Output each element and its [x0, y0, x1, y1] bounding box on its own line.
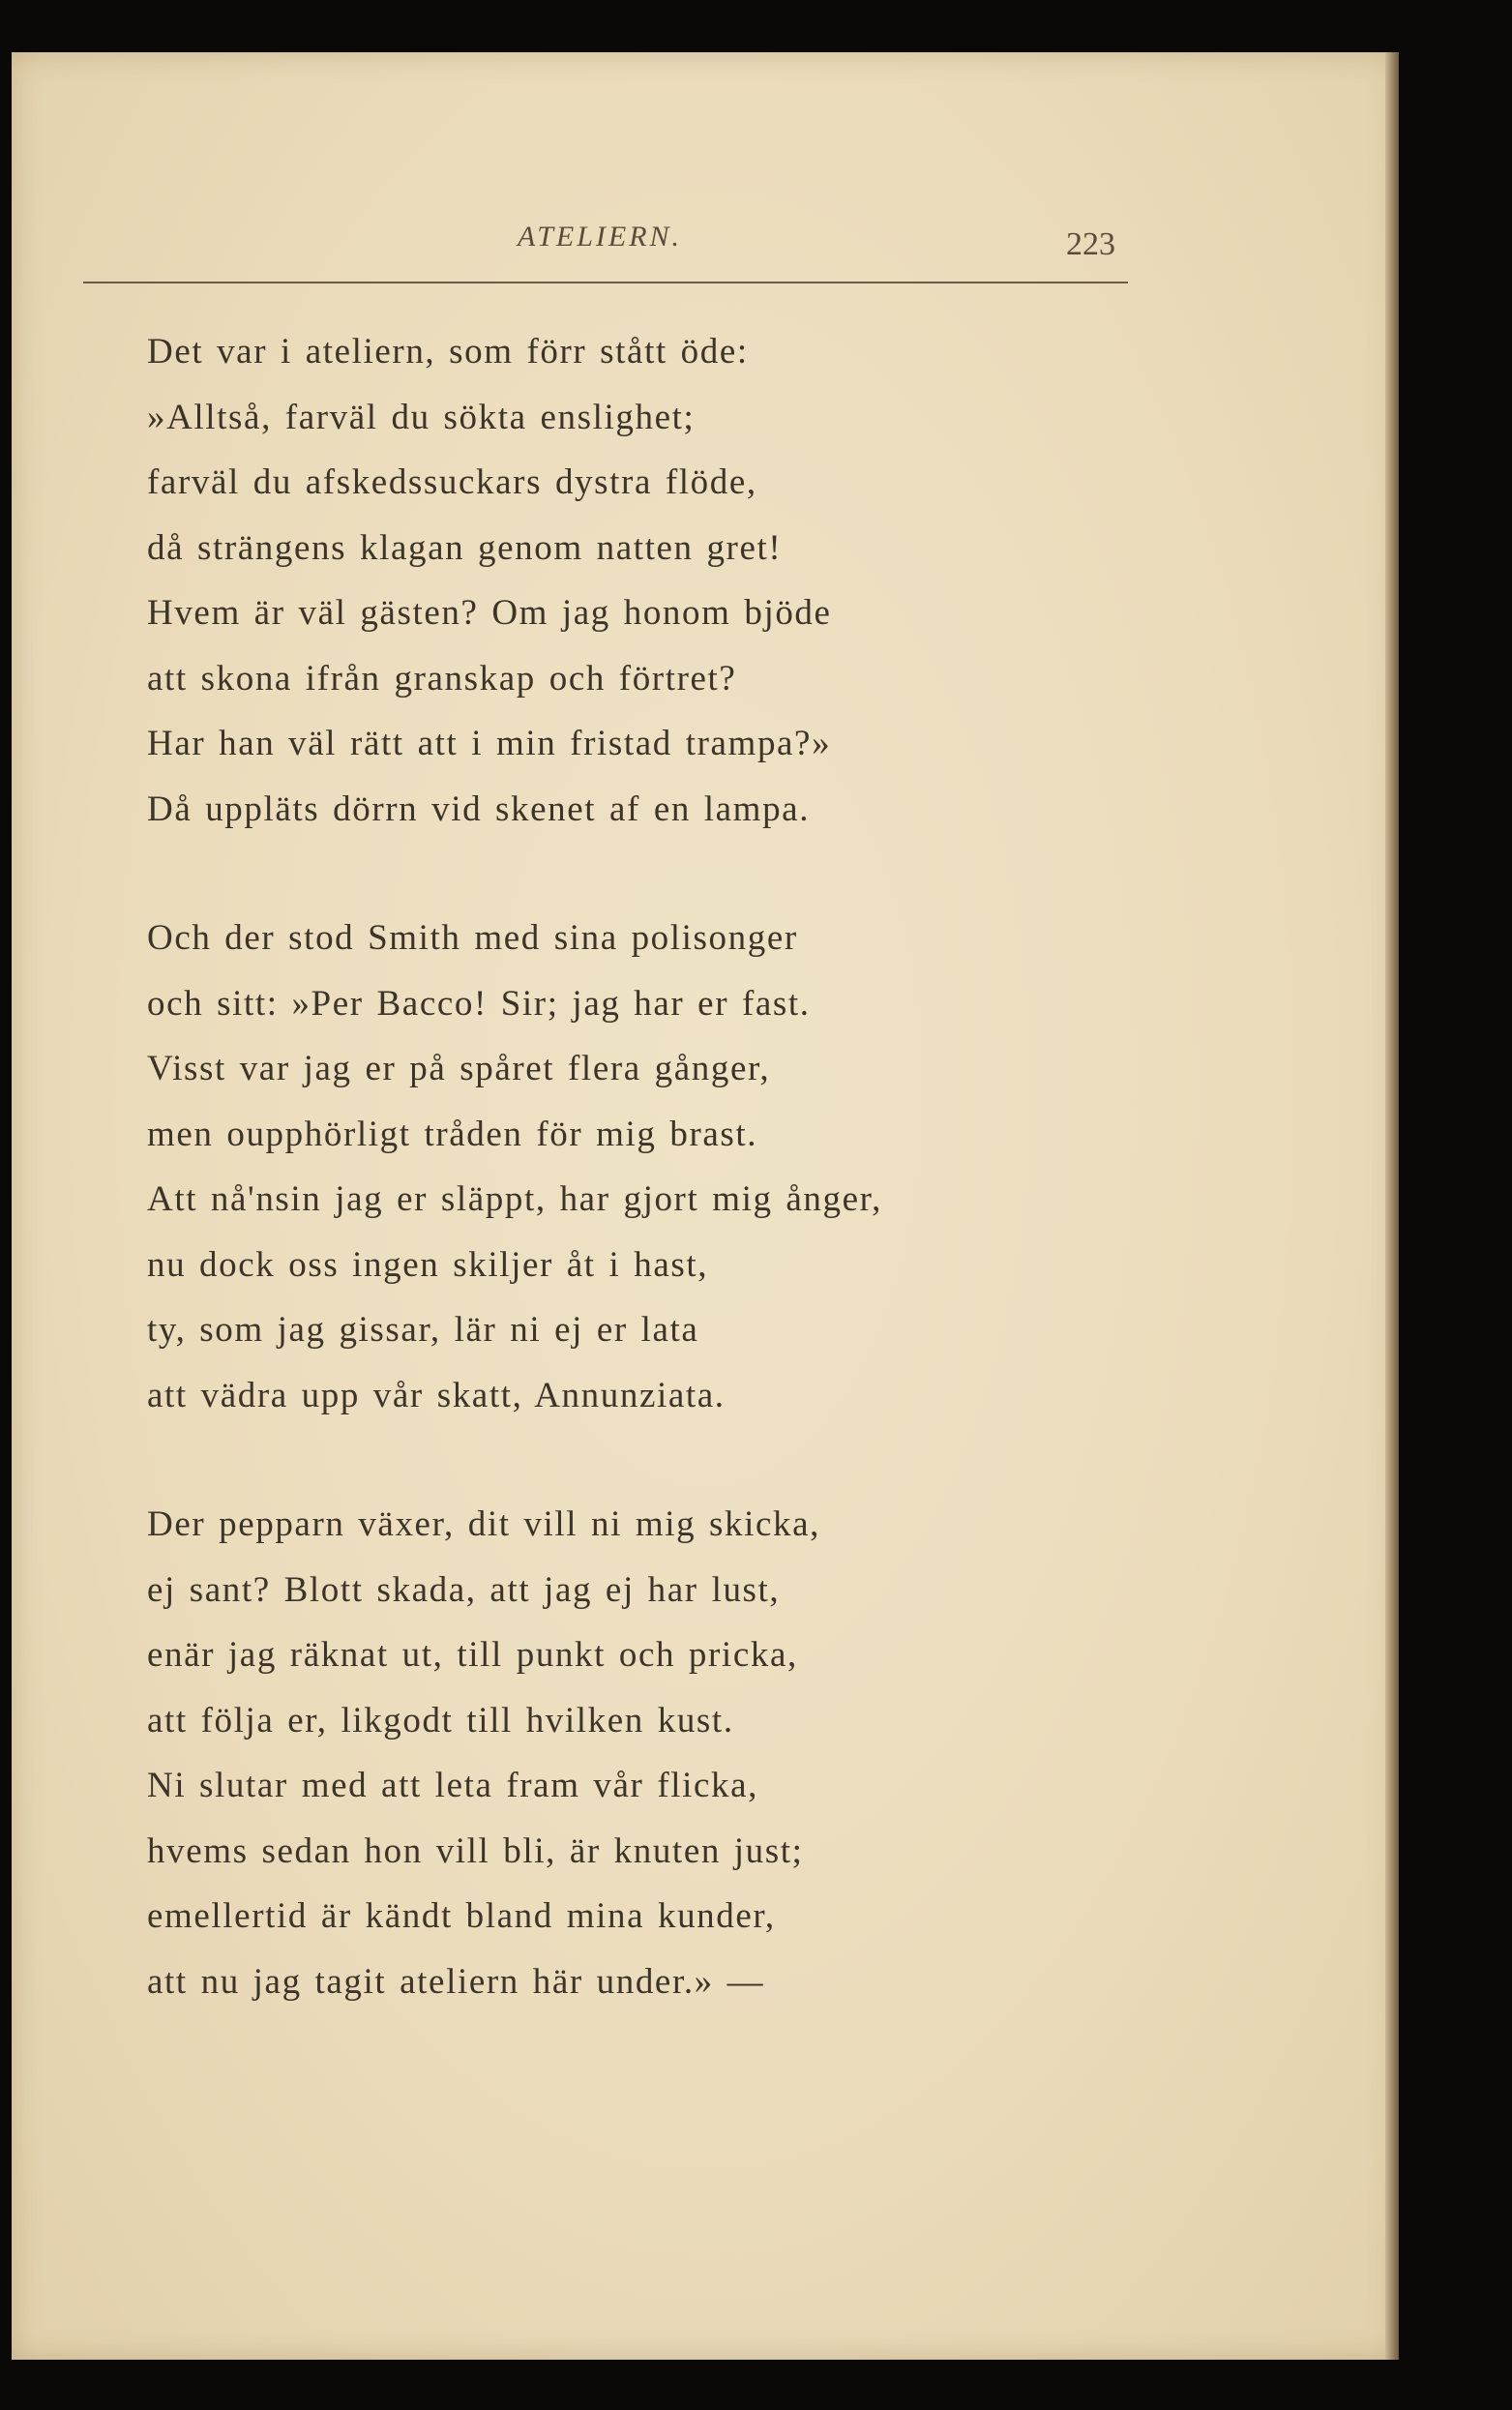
- page-edge: [1385, 52, 1399, 2360]
- verse-line: ty, som jag gissar, lär ni ej er lata: [147, 1310, 699, 1350]
- stanza-3: [147, 1492, 1260, 2014]
- verse-line: farväl du afskedssuckars dystra flöde,: [147, 462, 757, 502]
- verse-line: »Alltså, farväl du sökta enslighet;: [147, 397, 696, 437]
- page-header: [77, 221, 1127, 279]
- verse-line: Då uppläts dörrn vid skenet af en lampa.: [147, 788, 811, 829]
- header-rule: [83, 282, 1128, 283]
- verse-line: men oupphörligt tråden för mig brast.: [147, 1114, 758, 1154]
- verse-line: Och der stod Smith med sina polisonger: [147, 918, 798, 958]
- verse-line: Att nå'nsin jag er släppt, har gjort mig ånger,: [147, 1179, 882, 1219]
- verse-line: Har han väl rätt att i min fristad trampa?»: [147, 724, 832, 763]
- poem: [147, 319, 1260, 2014]
- verse-line: att nu jag tagit ateliern här under.» —: [147, 1961, 765, 2002]
- verse-line: Hvem är väl gästen? Om jag honom bjöde: [147, 593, 832, 633]
- verse-line: och sitt: »Per Bacco! Sir; jag har er fast.: [147, 983, 811, 1024]
- verse-line: Ni slutar med att leta fram vår flicka,: [147, 1766, 759, 1805]
- verse-line: Der pepparn växer, dit vill ni mig skicka,: [147, 1504, 821, 1544]
- verse-line: enär jag räknat ut, till punkt och pricka,: [147, 1635, 798, 1675]
- verse-line: att skona ifrån granskap och förtret?: [147, 658, 737, 699]
- verse-line: Visst var jag er på spåret flera gånger,: [147, 1049, 771, 1088]
- verse-line: hvems sedan hon vill bli, är knuten just;: [147, 1830, 804, 1871]
- stanza-2: [147, 906, 1260, 1428]
- verse-line: nu dock oss ingen skiljer åt i hast,: [147, 1244, 709, 1285]
- verse-line: att vädra upp vår skatt, Annunziata.: [147, 1375, 726, 1415]
- stanza-1: [147, 319, 1260, 842]
- verse-line: emellertid är kändt bland mina kunder,: [147, 1896, 776, 1936]
- page-number: 223: [1066, 226, 1115, 262]
- verse-line: att följa er, likgodt till hvilken kust.: [147, 1700, 734, 1741]
- running-head: ATELIERN.: [518, 221, 683, 253]
- verse-line: Det var i ateliern, som förr stått öde:: [147, 332, 749, 372]
- verse-line: då strängens klagan genom natten gret!: [147, 527, 783, 568]
- verse-line: ej sant? Blott skada, att jag ej har lust,: [147, 1569, 781, 1610]
